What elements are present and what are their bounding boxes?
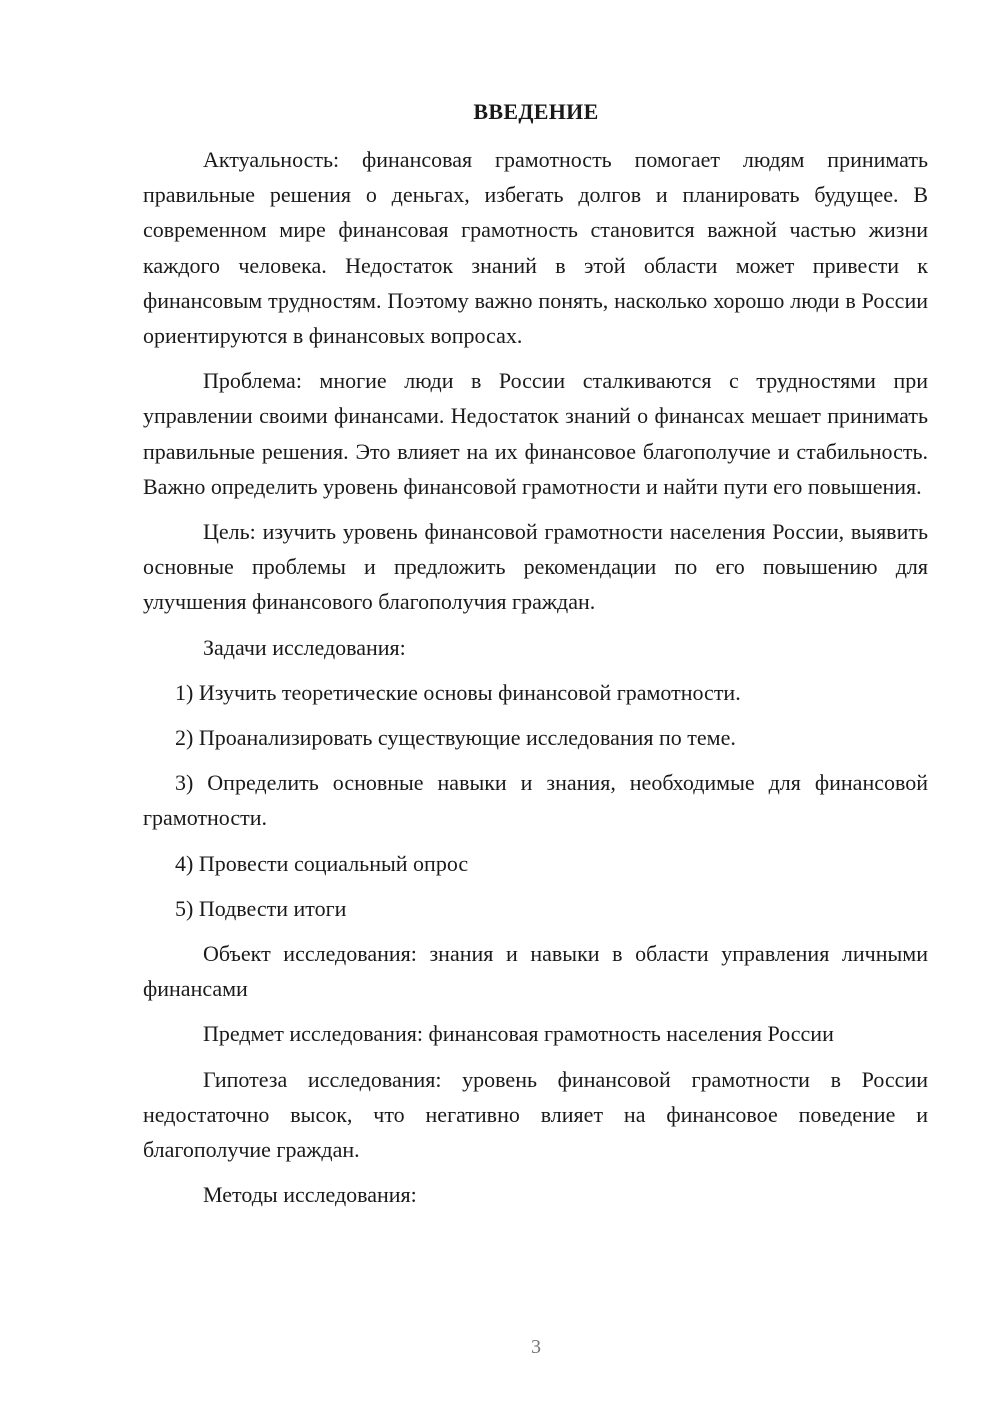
paragraph-subject: Предмет исследования: финансовая грамотность населения России: [203, 1021, 834, 1047]
paragraph-relevance: Актуальность: финансовая грамотность помогает людям принимать правильные решения о деньгах, избегать долгов и планировать будущее. В современном мире финансовая грамотность становится важной частью жизни каждого человека. Недостаток знаний в этой области может привести к финансовым трудностям. Поэтому важно понять, насколько хорошо люди в России ориентируются в финансовых вопросах.: [143, 147, 928, 349]
paragraph-object: Объект исследования: знания и навыки в области управления личными финансами: [143, 941, 928, 1002]
task-item: 1) Изучить теоретические основы финансовой грамотности.: [175, 679, 741, 705]
paragraph-problem: Проблема: многие люди в России сталкиваются с трудностями при управлении своими финансами. Недостаток знаний о финансах мешает принимать правильные решения. Это влияет на их финансовое благополучие и стабильность. Важно определить уровень финансовой грамотности и найти пути его повышения.: [143, 368, 928, 499]
task-item: 5) Подвести итоги: [175, 895, 347, 921]
paragraph-goal: Цель: изучить уровень финансовой грамотности населения России, выявить основные проблемы и предложить рекомендации по его повышению для улучшения финансового благополучия граждан.: [143, 519, 928, 615]
paragraph-hypothesis: Гипотеза исследования: уровень финансовой грамотности в России недостаточно высок, что негативно влияет на финансовое поведение и благополучие граждан.: [143, 1066, 928, 1163]
task-item: 3) Определить основные навыки и знания, необходимые для финансовой грамотности.: [143, 770, 928, 831]
page-number: 3: [531, 1336, 541, 1358]
task-item: 4) Провести социальный опрос: [175, 850, 469, 876]
document-body: [143, 142, 928, 1222]
paragraph-methods: Методы исследования:: [203, 1182, 417, 1208]
page-title: ВВЕДЕНИЕ: [473, 99, 599, 124]
task-item: 2) Проанализировать существующие исследования по теме.: [175, 725, 736, 751]
paragraph-tasks-heading: Задачи исследования:: [203, 634, 406, 660]
